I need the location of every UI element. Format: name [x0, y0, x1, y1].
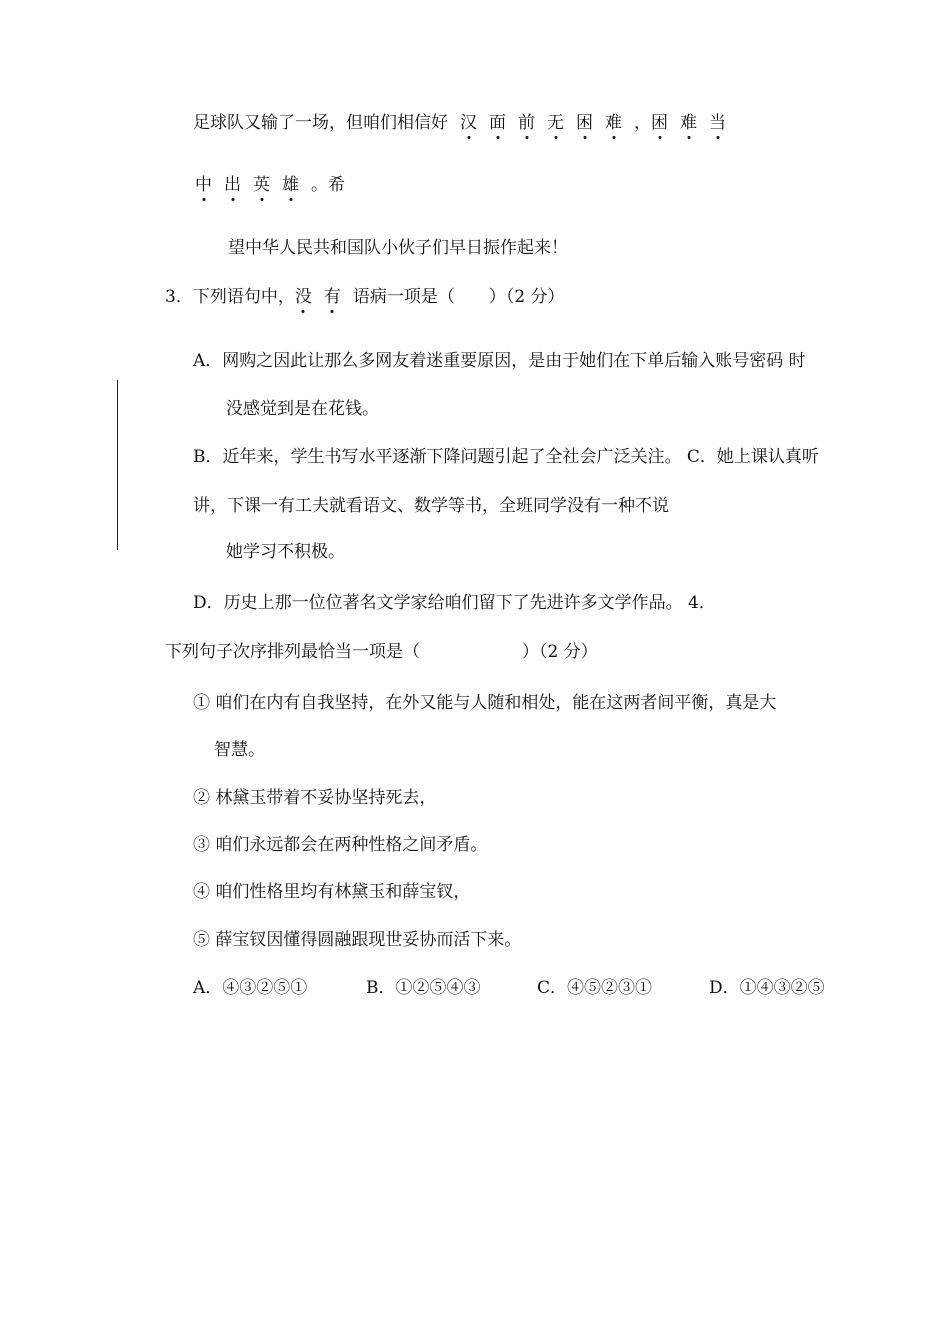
q4-stem: 下列句子次序排列最恰当一项是（ ）（2 分）: [165, 642, 598, 662]
idiom-char: 无: [547, 113, 564, 133]
q4-sentence-1-line2: 智慧。: [214, 740, 265, 760]
q3-stem-prefix: 3．下列语句中，: [165, 287, 295, 307]
idiom-char: 面: [489, 113, 506, 133]
q4-option-d: D．①④③②⑤: [709, 978, 825, 998]
q4-sentence-4: ④ 咱们性格里均有林黛玉和薛宝钗，: [193, 882, 471, 902]
item2-line1: [193, 112, 726, 134]
emph-char: 有: [323, 287, 341, 307]
q3-option-a-line2: 没感觉到是在花钱。: [226, 399, 379, 419]
q3-option-c-line2: 讲，下课一有工夫就看语文、数学等书，全班同学没有一种不说: [193, 496, 669, 516]
q4-option-b: B．①②⑤④③: [366, 978, 481, 998]
item2-prefix: 足球队又输了一场，但咱们相信好: [193, 113, 448, 133]
emph-char: 没: [294, 287, 312, 307]
idiom-char: 困: [651, 113, 668, 133]
idiom-char: 中: [195, 175, 212, 195]
idiom-char: 出: [224, 175, 241, 195]
q4-sentence-5: ⑤ 薛宝钗因懂得圆融跟现世妥协而活下来。: [193, 930, 522, 950]
q3-stem-suffix: 语病一项是（ ）（2 分）: [352, 287, 565, 307]
q4-sentence-2: ② 林黛玉带着不妥协坚持死去，: [193, 788, 437, 808]
comma: ，: [634, 113, 651, 133]
idiom-char: 难: [680, 113, 697, 133]
item2-line2: [195, 174, 345, 196]
q3-option-c-line3: 她学习不积极。: [226, 542, 345, 562]
idiom-char: 难: [605, 113, 622, 133]
idiom-char: 困: [576, 113, 593, 133]
q4-sentence-1-line1: ① 咱们在内有自我坚持，在外又能与人随和相处，能在这两者间平衡，真是大: [193, 693, 777, 713]
q3-option-a-line1: A．网购之因此让那么多网友着迷重要原因，是由于她们在下单后输入账号密码 时: [193, 351, 806, 371]
q4-option-c: C．④⑤②③①: [537, 978, 653, 998]
q3-option-d-line: D．历史上那一位位著名文学家给咱们留下了先进许多文学作品。 4．: [193, 593, 716, 613]
idiom-char: 前: [518, 113, 535, 133]
idiom-char: 英: [253, 175, 270, 195]
idiom-char: 雄: [282, 175, 299, 195]
q3-option-b-c-line: B．近年来，学生书写水平逐渐下降问题引起了全社会广泛关注。 C．她上课认真听: [193, 447, 819, 467]
item2-line3: 望中华人民共和国队小伙子们早日振作起来！: [228, 238, 568, 258]
q4-option-a: A．④③②⑤①: [193, 978, 308, 998]
q4-sentence-3: ③ 咱们永远都会在两种性格之间矛盾。: [193, 835, 488, 855]
idiom-char: 汉: [460, 113, 477, 133]
item2-suffix: 。希: [311, 175, 345, 195]
idiom-char: 当: [709, 113, 726, 133]
margin-rule: [117, 380, 118, 550]
q3-stem: [165, 286, 565, 308]
